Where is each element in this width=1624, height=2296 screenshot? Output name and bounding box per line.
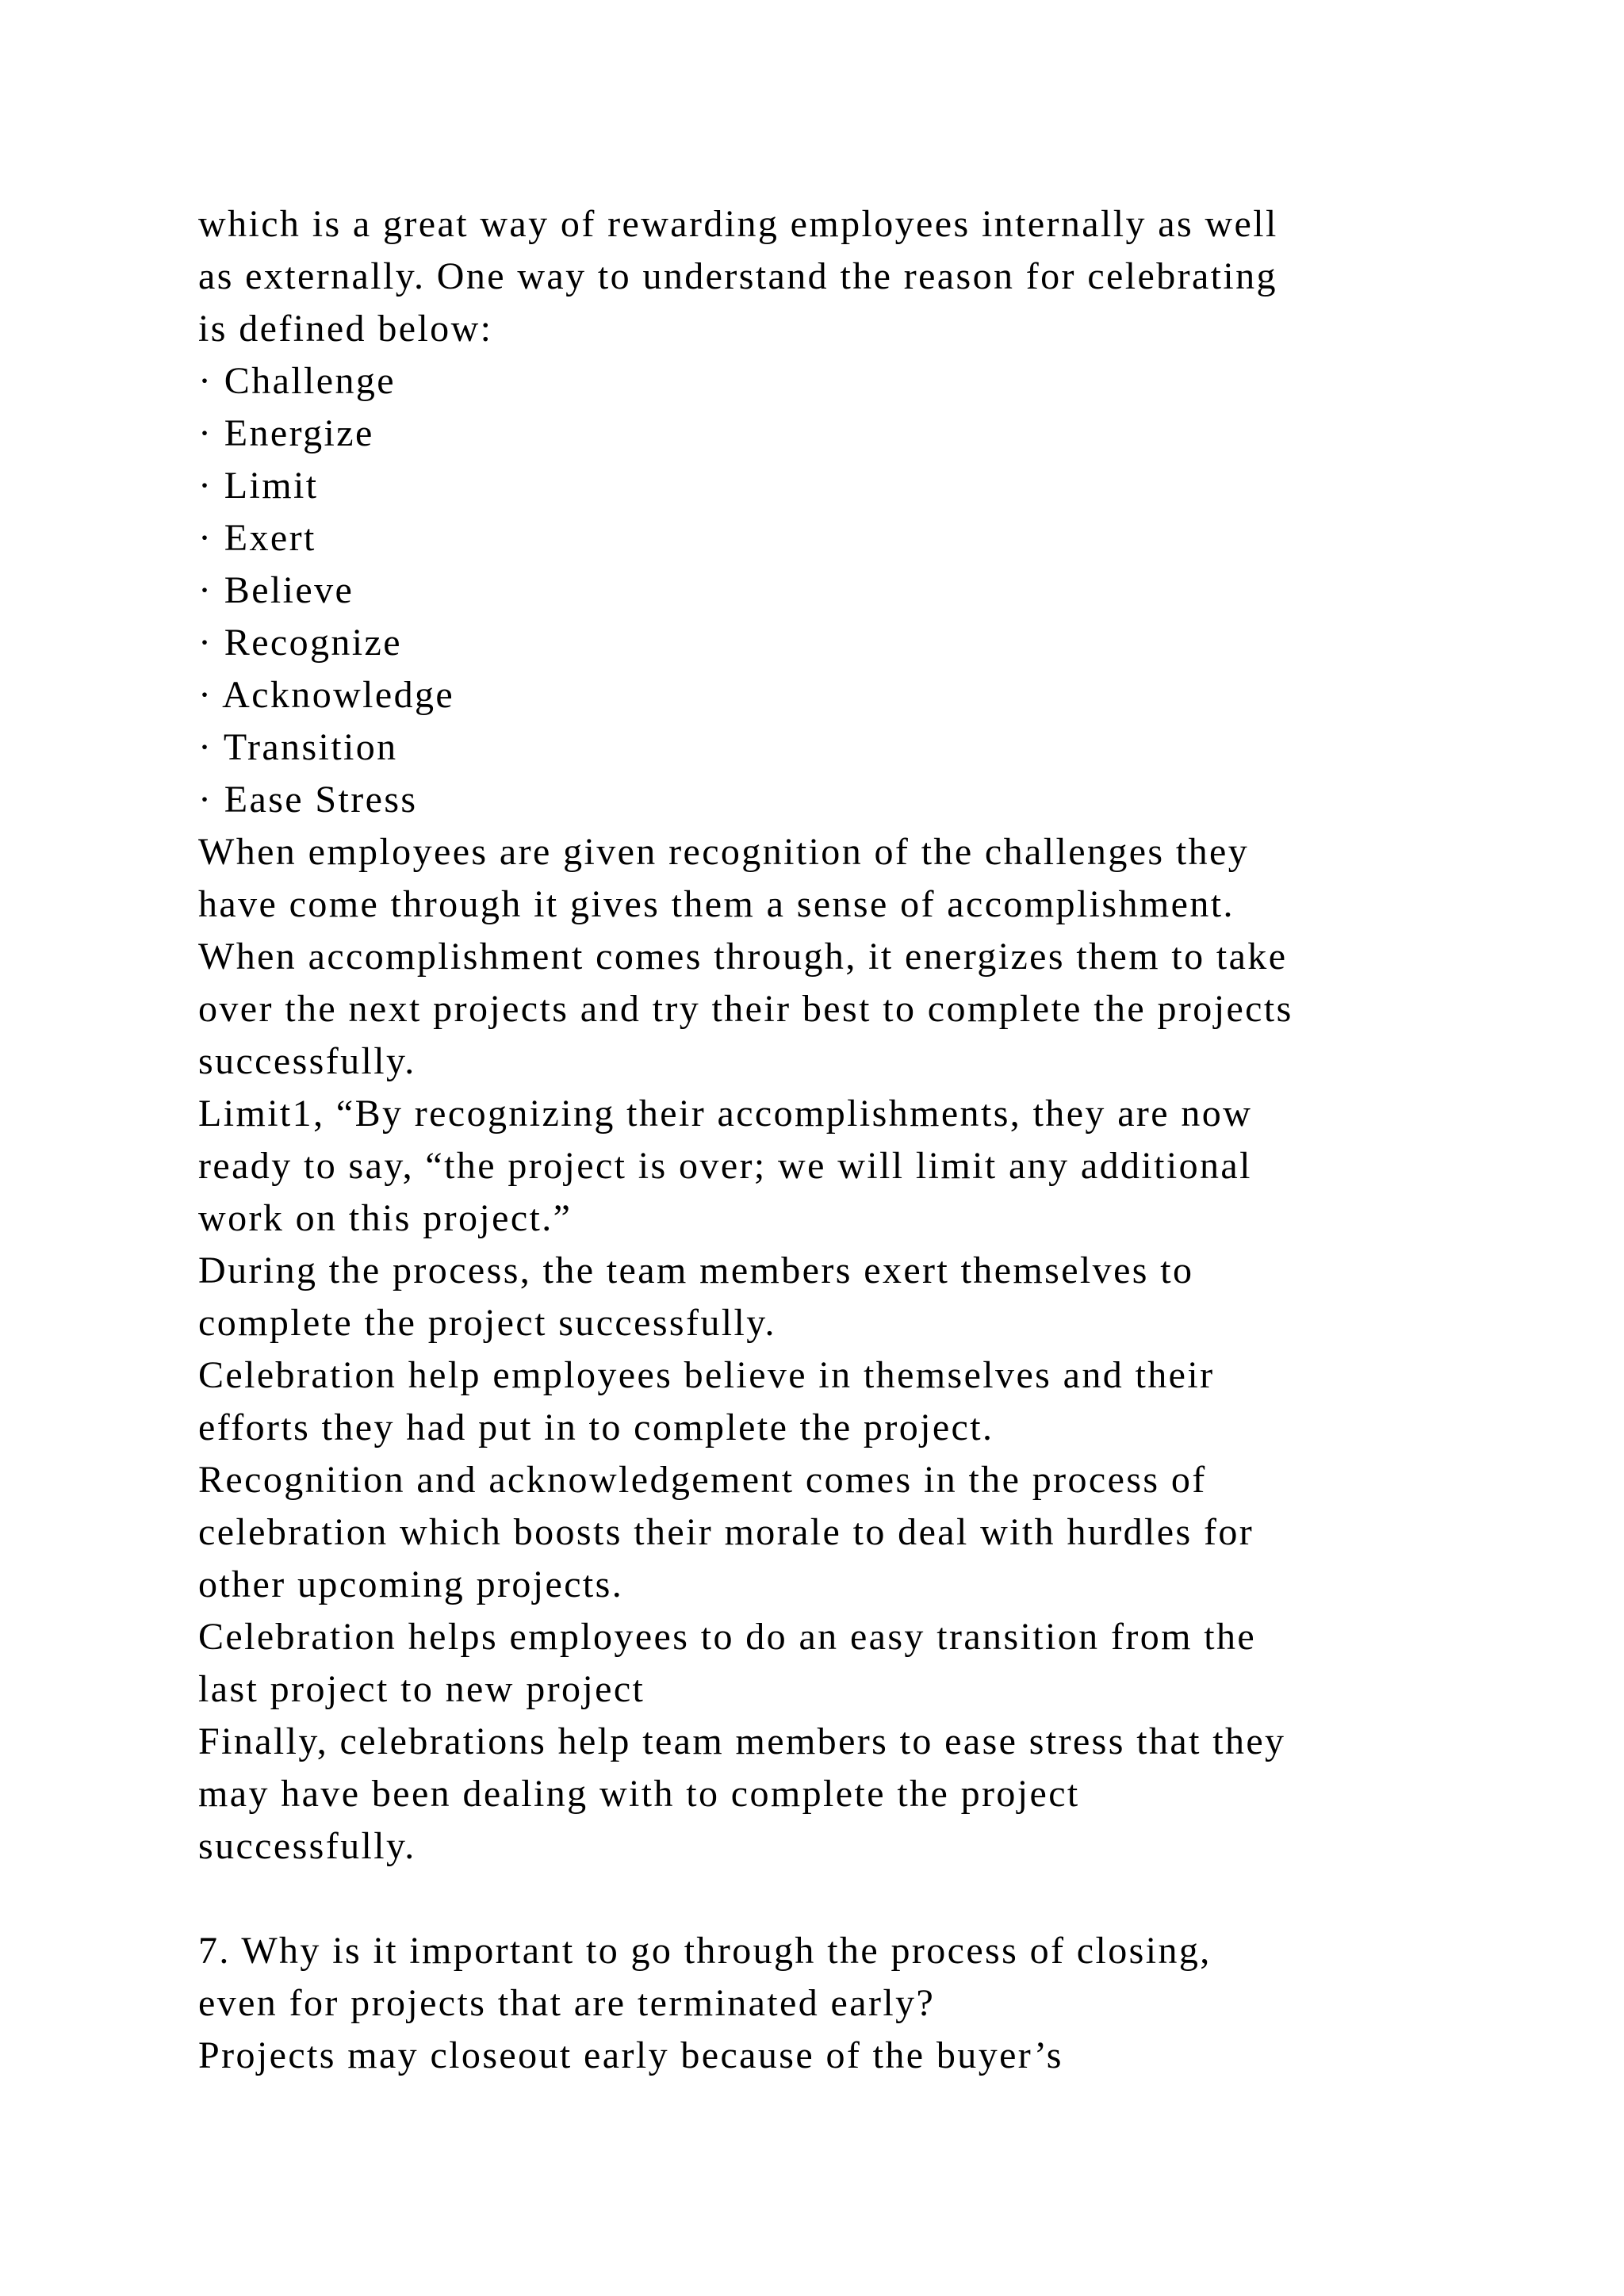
text-line: Celebration helps employees to do an easy transition from the bbox=[198, 1616, 1257, 1658]
text-line: During the process, the team members exert themselves to bbox=[198, 1249, 1194, 1292]
bullet-item-exert: · Exert bbox=[198, 517, 316, 559]
text-line: ready to say, “the project is over; we will limit any additional bbox=[198, 1145, 1252, 1187]
bullet-item-transition: · Transition bbox=[198, 726, 398, 768]
text-line: successfully. bbox=[198, 1040, 416, 1082]
question-heading: 7. Why is it important to go through the process of closing, bbox=[198, 1930, 1212, 1972]
bullet-item-recognize: · Recognize bbox=[198, 622, 402, 664]
blank-line bbox=[198, 1873, 1499, 1925]
text-line: Limit1, “By recognizing their accomplishments, they are now bbox=[198, 1093, 1253, 1135]
document-body bbox=[198, 198, 1499, 2082]
bullet-item-challenge: · Challenge bbox=[198, 360, 396, 402]
text-line: last project to new project bbox=[198, 1668, 645, 1710]
text-line: over the next projects and try their best to complete the projects bbox=[198, 988, 1293, 1030]
text-line: Projects may closeout early because of the buyer’s bbox=[198, 2034, 1063, 2076]
text-line: work on this project.” bbox=[198, 1197, 573, 1239]
text-line: celebration which boosts their morale to deal with hurdles for bbox=[198, 1511, 1254, 1553]
bullet-item-energize: · Energize bbox=[198, 412, 374, 454]
bullet-item-believe: · Believe bbox=[198, 569, 354, 611]
text-line: may have been dealing with to complete the project bbox=[198, 1773, 1080, 1815]
text-line: is defined below: bbox=[198, 308, 493, 350]
text-line: When accomplishment comes through, it energizes them to take bbox=[198, 936, 1288, 978]
text-line: efforts they had put in to complete the project. bbox=[198, 1406, 994, 1448]
text-line: Celebration help employees believe in themselves and their bbox=[198, 1354, 1215, 1396]
text-line: successfully. bbox=[198, 1825, 416, 1867]
text-line: When employees are given recognition of the challenges they bbox=[198, 831, 1250, 873]
text-line: have come through it gives them a sense of accomplishment. bbox=[198, 883, 1235, 925]
text-line: Recognition and acknowledgement comes in the process of bbox=[198, 1459, 1207, 1501]
question-heading-continued: even for projects that are terminated early? bbox=[198, 1982, 936, 2024]
text-line: complete the project successfully. bbox=[198, 1302, 776, 1344]
bullet-item-acknowledge: · Acknowledge bbox=[198, 674, 455, 716]
text-line: as externally. One way to understand the reason for celebrating bbox=[198, 255, 1277, 297]
text-line: Finally, celebrations help team members to ease stress that they bbox=[198, 1720, 1286, 1762]
text-line: which is a great way of rewarding employees internally as well bbox=[198, 203, 1278, 245]
bullet-item-ease-stress: · Ease Stress bbox=[198, 779, 418, 821]
text-line: other upcoming projects. bbox=[198, 1563, 624, 1605]
bullet-item-limit: · Limit bbox=[198, 465, 319, 507]
